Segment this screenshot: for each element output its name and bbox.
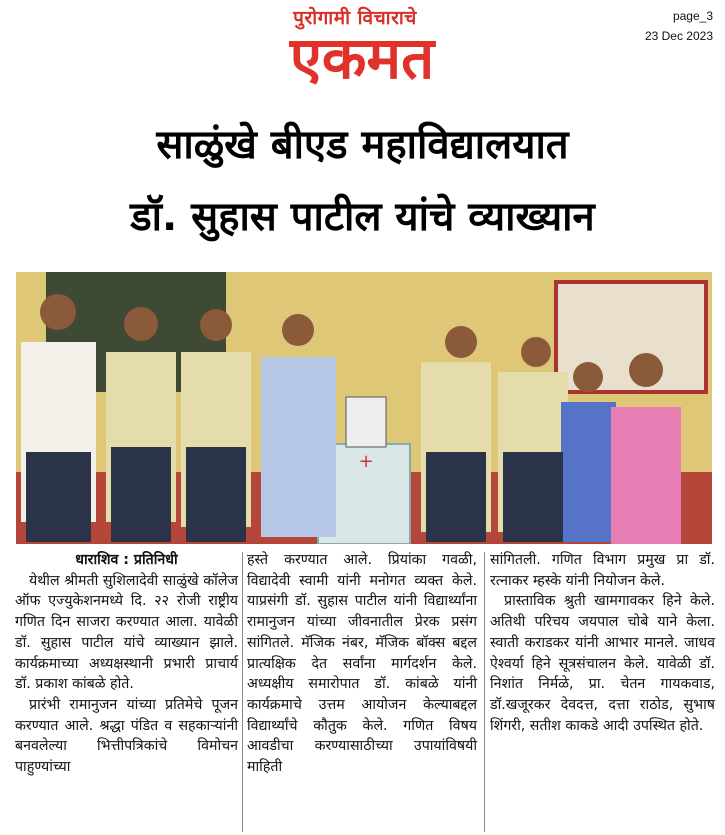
paragraph: सांगितली. गणित विभाग प्रमुख प्रा डॉ. रत्नाकर म्हस्के यांनी नियोजन केले. xyxy=(490,552,715,589)
page-number: page_3 xyxy=(672,9,713,23)
paragraph: प्रारंभी रामानुजन यांच्या प्रतिमेचे पूजन करण्यात आले. श्रद्धा पंडित व सहकाऱ्यांनी बनवलेल्या भित्तीपत्रिकांचे विमोचन पाहुण्यांच्या xyxy=(15,696,238,776)
headline-line-2: डॉ. सुहास पाटील यांचे व्याख्यान xyxy=(130,194,595,240)
page-meta xyxy=(645,6,713,46)
masthead-tagline: पुरोगामी विचाराचे xyxy=(293,7,417,29)
column-rule-1 xyxy=(242,552,243,832)
group-photo-icon xyxy=(16,272,712,544)
paragraph: हस्ते करण्यात आले. प्रियांका गवळी, विद्यादेवी स्वामी यांनी मनोगत व्यक्त केले. याप्रसंगी डॉ. सुहास पाटील यांनी विद्यार्थ्यांना रामानुजन यांच्या जीवनातील प्रेरक प्रसंग सांगितले. मॅजिक नंबर, मॅजिक बॉक्स बद्दल प्रात्यक्षिक देत सर्वांना मार्गदर्शन केले. अध्यक्षीय समारोपात डॉ. कांबळे यांनी कार्यक्रमाचे उत्तम आयोजन केल्याबद्दल विद्यार्थ्यांचे कौतुक केले. गणित विषय आवडीचा करण्यासाठीच्या उपायांविषयी माहिती xyxy=(247,552,477,776)
paragraph: येथील श्रीमती सुशिलादेवी साळुंखे कॉलेज ऑफ एज्युकेशनमध्ये दि. २२ रोजी राष्ट्रीय गणित दिन साजरा करण्यात आला. यावेळी डॉ. सुहास पाटील यांचे व्याख्यान झाले. कार्यक्रमाच्या अध्यक्षस्थानी प्रभारी प्राचार्य डॉ. प्रकाश कांबळे होते. xyxy=(15,572,238,693)
svg-text:+: + xyxy=(358,451,374,472)
article-column-3 xyxy=(490,550,715,736)
article-column-1 xyxy=(15,550,238,778)
article-byline: धाराशिव : प्रतिनिधी xyxy=(75,552,178,568)
column-rule-2 xyxy=(484,552,485,832)
publication-date: 23 Dec 2023 xyxy=(644,29,713,43)
headline-line-1: साळुंखे बीएड महाविद्यालयात xyxy=(156,122,569,168)
masthead-logo: एकमत xyxy=(289,24,435,92)
paragraph: प्रास्ताविक श्रुती खामगावकर हिने केले. अतिथी परिचय जयपाल चोबे याने केला. स्वाती कराडकर यांनी आभार मानले. जाधव ऐश्वर्या हिने सूत्रसंचालन केले. यावेळी डॉ. निशांत निर्मळे, प्रा. चेतन गायकवाड, डॉ.खजूरकर देवदत्त, दत्ता राठोड, सुभाष शिंगरी, सतीश काकडे आदी उपस्थित होते. xyxy=(490,593,715,734)
article-photo xyxy=(16,272,712,544)
article-column-2 xyxy=(247,550,477,778)
